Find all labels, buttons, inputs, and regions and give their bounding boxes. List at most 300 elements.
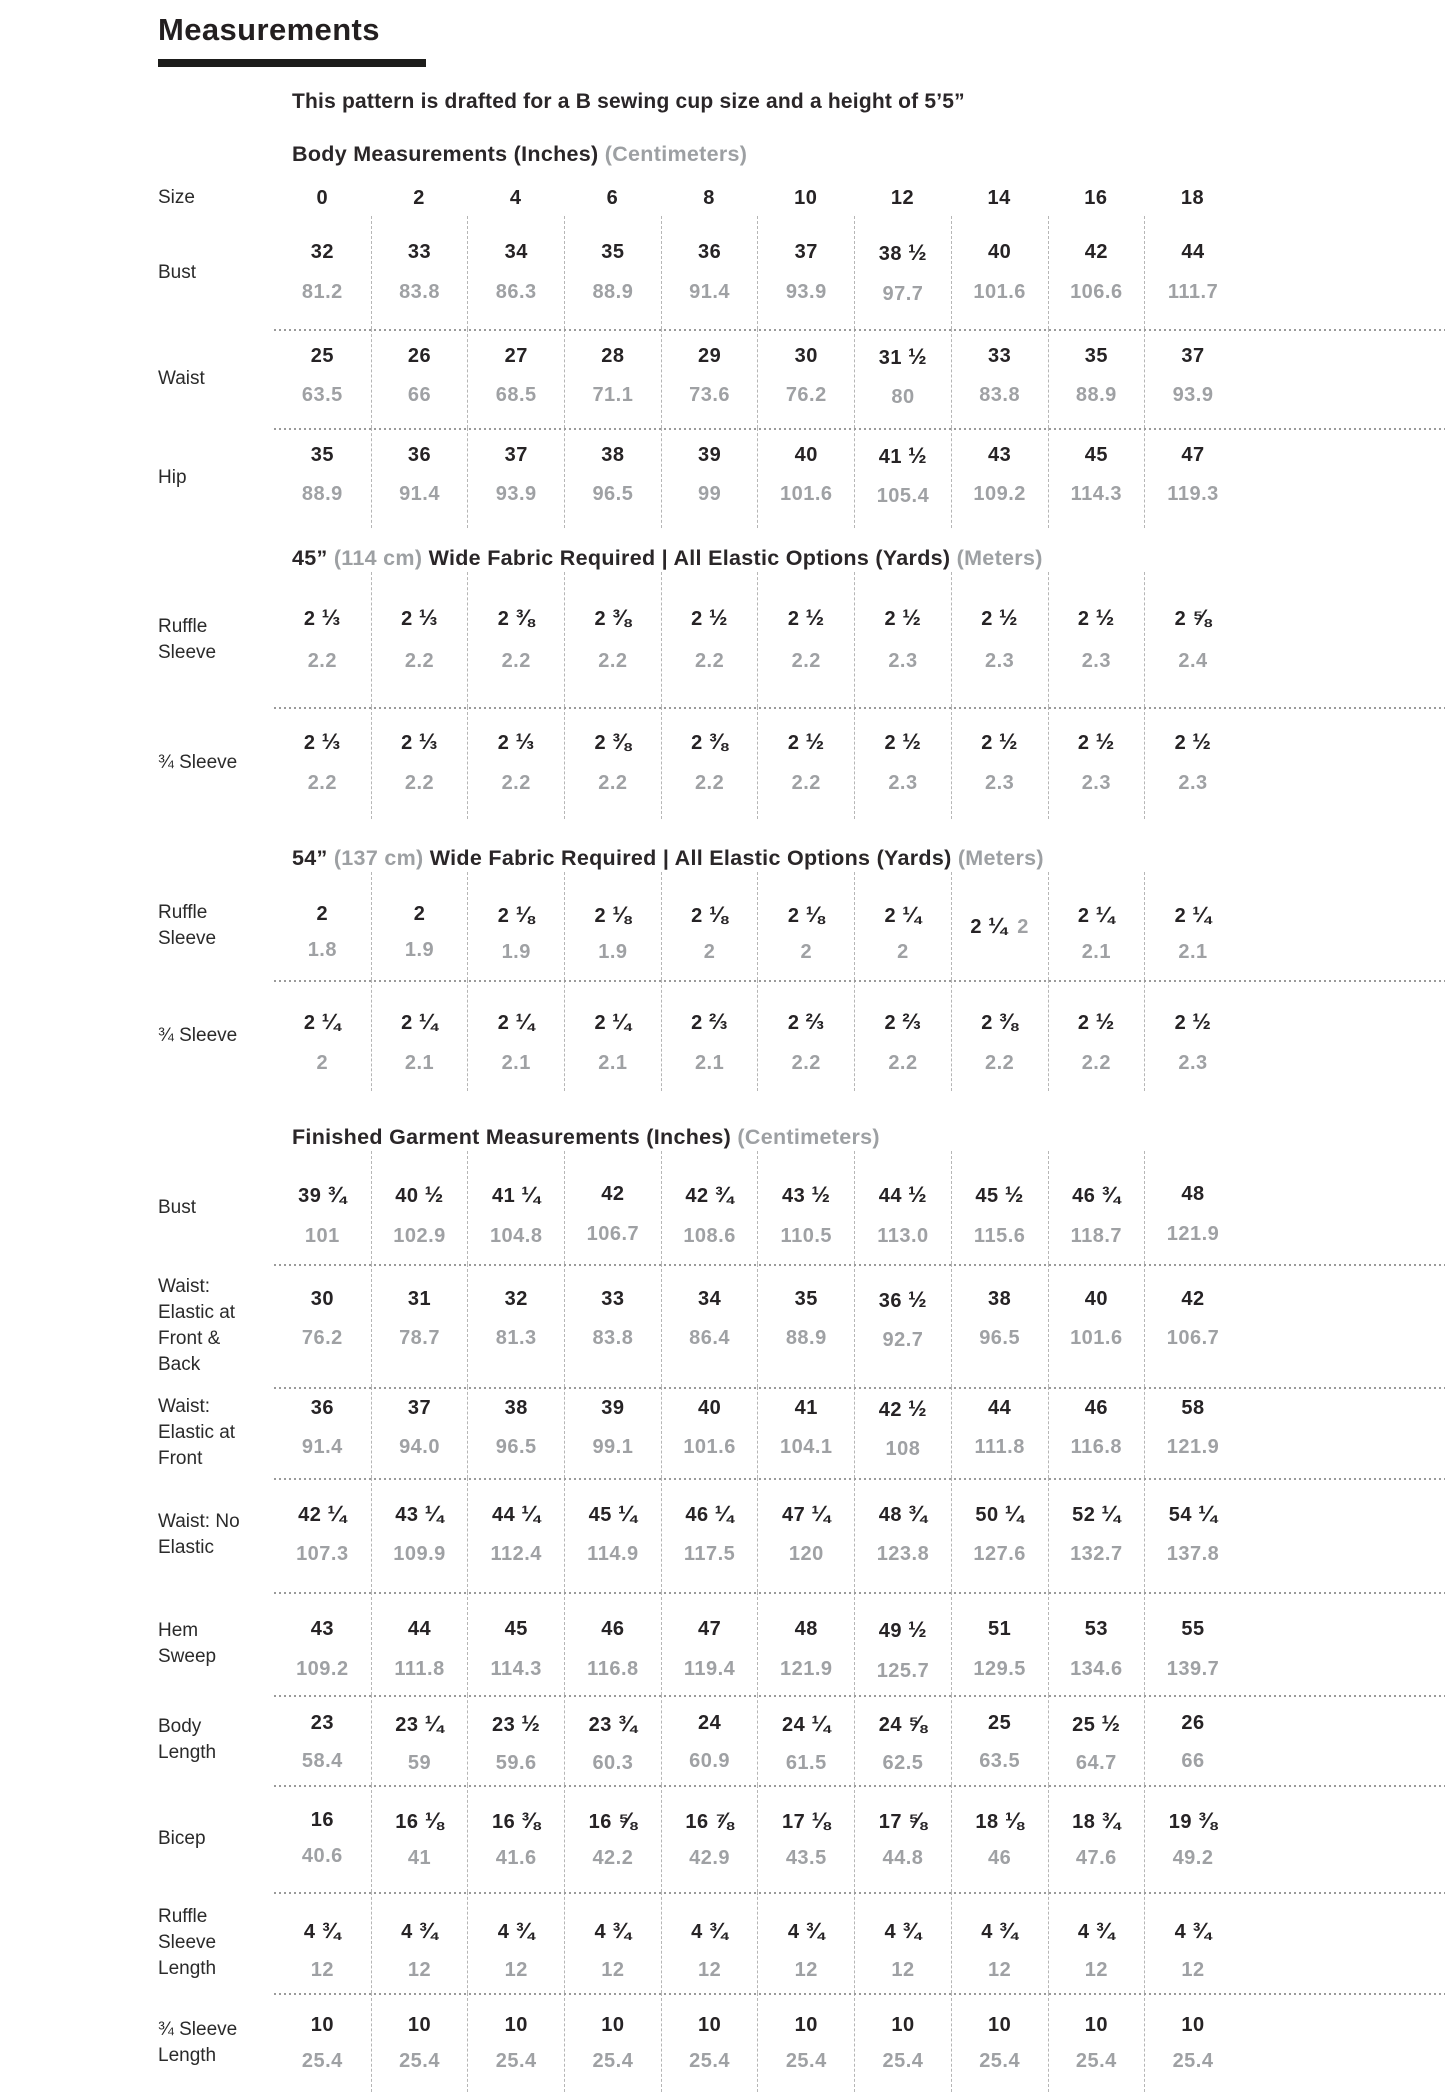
value-cell (951, 1478, 1048, 1592)
inches-value: 18 ¾ (1072, 1808, 1121, 1833)
cm-value: 86.4 (689, 1327, 731, 1349)
cm-value: 83.8 (979, 384, 1021, 406)
value-cell (467, 1387, 564, 1478)
cm-value: 1.9 (598, 941, 628, 963)
cm-value: 25.4 (1075, 2050, 1117, 2072)
value-cell (467, 428, 564, 528)
inches-value: 2 ⅜ (497, 605, 535, 630)
cm-value: 49.2 (1172, 1847, 1214, 1869)
value-cell (661, 572, 758, 707)
inches-value: 34 (504, 241, 528, 263)
inches-value: 2 ⅓ (401, 729, 438, 754)
value-cell (274, 872, 371, 980)
inches-value: 10 (310, 2014, 334, 2036)
inches-value: 2 ½ (981, 605, 1019, 630)
inches-value: 4 ¾ (497, 1918, 535, 1943)
heading-metric-part: (Meters) (956, 546, 1043, 570)
inches-value: 2 ⅝ (1174, 605, 1212, 630)
cm-value: 99 (697, 483, 722, 505)
inches-value: 32 (504, 1288, 528, 1310)
inches-value: 10 (891, 2014, 915, 2036)
value-cell (1048, 1785, 1145, 1892)
inches-value: 33 (601, 1288, 625, 1310)
inches-value: 4 ¾ (691, 1918, 729, 1943)
cm-value: 125.7 (876, 1660, 930, 1682)
inches-value: 38 (504, 1397, 528, 1419)
row-label-line: Ruffle (158, 902, 208, 923)
cm-value: 40.6 (301, 1845, 343, 1867)
cm-value: 2.2 (307, 772, 337, 794)
value-cell (274, 329, 371, 428)
inches-value: 23 ½ (491, 1711, 541, 1736)
value-cell (1144, 329, 1241, 428)
inches-value: 31 ½ (878, 344, 928, 369)
cm-value: 96.5 (979, 1327, 1021, 1349)
cm-value: 104.8 (489, 1225, 543, 1247)
cm-value: 121.9 (780, 1658, 833, 1680)
value-cell (467, 216, 564, 329)
inches-value: 36 ½ (878, 1287, 928, 1312)
inches-value: 30 (794, 345, 818, 367)
row-label-line: Bicep (158, 1827, 206, 1849)
cm-value: 109.2 (296, 1658, 349, 1680)
cm-value: 123.8 (876, 1543, 930, 1565)
cm-value: 76.2 (785, 384, 827, 406)
cm-value: 121.9 (1166, 1223, 1220, 1245)
row-label-line: Body (158, 1716, 202, 1737)
value-cell (274, 980, 371, 1091)
inches-value: 2 ⅔ (787, 1009, 825, 1034)
cm-value: 92.7 (882, 1329, 924, 1351)
inches-value: 2 ⅓ (303, 729, 341, 754)
inches-value: 23 ¾ (588, 1711, 638, 1736)
value-cell (757, 216, 854, 329)
cm-value: 96.5 (495, 1436, 537, 1458)
inches-value: 2 (413, 903, 426, 925)
cm-value: 47.6 (1075, 1847, 1117, 1869)
inches-value: 24 ⅝ (878, 1711, 928, 1736)
inches-value: 26 (407, 345, 432, 367)
cm-value: 81.2 (301, 281, 343, 303)
heading-part: Body Measurements (Inches) (292, 142, 605, 166)
row-label (158, 1993, 274, 2092)
inches-value: 30 (310, 1288, 334, 1310)
value-cell (951, 1264, 1048, 1387)
cm-value: 2.1 (404, 1052, 435, 1074)
measurement-tables (158, 140, 1445, 2092)
inches-value: 10 (697, 2014, 722, 2036)
row-label-line: Elastic at (158, 1301, 236, 1323)
cm-value: 2.2 (501, 772, 531, 794)
row-label-line: Sleeve (158, 928, 217, 949)
inches-value: 2 ½ (884, 605, 922, 630)
value-cell (371, 980, 468, 1091)
row-label (158, 872, 274, 980)
measure-row-hem-sweep (158, 1592, 1445, 1695)
value-cell (951, 572, 1048, 707)
cm-value: 102.9 (393, 1225, 446, 1247)
value-cell (1144, 1785, 1241, 1892)
value-cell (274, 1264, 371, 1387)
value-cell (951, 1592, 1048, 1695)
inches-value: 44 (988, 1397, 1012, 1419)
row-label-line: Sweep (158, 1645, 217, 1667)
value-cell (371, 428, 468, 528)
cm-value: 12 (601, 1959, 625, 1981)
row-label (158, 1695, 274, 1785)
cm-value: 112.4 (490, 1543, 542, 1565)
cm-value: 42.2 (592, 1847, 634, 1869)
inches-value: 4 ¾ (1077, 1918, 1115, 1943)
cm-value: 12 (504, 1959, 528, 1981)
inches-value: 46 ¼ (685, 1501, 734, 1526)
inches-value: 40 ½ (395, 1182, 444, 1207)
inches-value: 2 ⅜ (691, 729, 729, 754)
cm-value: 93.9 (1172, 384, 1214, 406)
inches-value: 2 ⅔ (691, 1009, 729, 1034)
inches-value: 4 ¾ (981, 1918, 1019, 1943)
row-label-line: Hem (158, 1619, 199, 1641)
value-cell (661, 1387, 758, 1478)
cm-value: 111.8 (974, 1436, 1025, 1458)
cm-value: 1.9 (404, 939, 435, 961)
measure-row-hip (158, 428, 1445, 528)
value-cell (854, 872, 951, 980)
row-label (158, 329, 274, 428)
inches-value: 4 ¾ (303, 1918, 341, 1943)
cm-value: 1.8 (307, 939, 337, 961)
row-label-line: Length (158, 1742, 217, 1763)
value-cell (854, 1892, 951, 1993)
size-column-header: 8 (703, 186, 715, 209)
value-cell (757, 707, 854, 819)
value-cell (467, 980, 564, 1091)
inches-value: 43 ½ (782, 1182, 831, 1207)
value-cell (661, 980, 758, 1091)
value-cell (1048, 872, 1145, 980)
cm-value: 60.9 (689, 1750, 731, 1772)
size-column-header: 18 (1180, 186, 1205, 209)
value-cell (564, 1478, 661, 1592)
value-cell (1144, 1695, 1241, 1785)
value-cell (951, 1785, 1048, 1892)
inches-value: 2 ¼ (884, 902, 922, 927)
value-cell (564, 1993, 661, 2092)
value-cell (274, 1785, 371, 1892)
inches-value: 26 (1181, 1712, 1205, 1734)
section-heading-body-measurements (292, 140, 1445, 168)
size-column-header: 4 (509, 186, 522, 209)
section-heading-finished-garment (292, 1123, 1445, 1151)
measure-row-waist-no-elastic (158, 1478, 1445, 1592)
value-cell (274, 1478, 371, 1592)
cm-value: 115.6 (973, 1225, 1026, 1247)
row-label-line: Length (158, 1957, 217, 1979)
inches-value: 2 ⅔ (884, 1009, 922, 1034)
cm-value: 2.2 (307, 650, 337, 672)
cm-value: 63.5 (301, 384, 343, 406)
heading-metric-part: (Centimeters) (604, 142, 748, 166)
cm-value: 88.9 (785, 1327, 827, 1349)
cm-value: 25.4 (399, 2050, 440, 2072)
inches-value: 2 ½ (1077, 605, 1115, 630)
value-cell (661, 1592, 758, 1695)
cm-value: 110.5 (780, 1225, 832, 1247)
value-cell (1144, 1387, 1241, 1478)
inches-value: 44 (1181, 241, 1205, 263)
value-cell (757, 1151, 854, 1264)
row-label (158, 216, 274, 329)
inches-value: 38 (601, 444, 625, 466)
inches-value: 44 (407, 1618, 432, 1640)
inches-value: 2 ¼ (1174, 902, 1212, 927)
value-cell (1048, 1387, 1145, 1478)
inches-value: 45 ¼ (588, 1501, 638, 1526)
value-cell (661, 428, 758, 528)
inches-value: 2 ⅜ (594, 729, 632, 754)
value-cell (371, 329, 468, 428)
size-column-header: 6 (606, 186, 619, 209)
cm-value: 12 (407, 1959, 432, 1981)
row-label-line: Waist: (158, 1395, 211, 1417)
value-cell (564, 1151, 661, 1264)
inches-value: 23 (310, 1712, 334, 1734)
value-cell (371, 872, 468, 980)
inches-value: 36 (310, 1397, 334, 1419)
inches-value: 25 (310, 345, 334, 367)
inches-value: 2 ¼ (1077, 902, 1115, 927)
page-title: Measurements (158, 12, 380, 47)
cm-value: 91.4 (689, 281, 731, 303)
value-cell (757, 1785, 854, 1892)
heading-part: Wide Fabric Required | All Elastic Options (Yards) (423, 846, 958, 870)
cm-value: 2 (800, 941, 813, 963)
measure-row-waist-elastic-front (158, 1387, 1445, 1478)
value-cell (1144, 1892, 1241, 1993)
value-cell (1144, 572, 1241, 707)
inches-value: 43 ¼ (395, 1501, 444, 1526)
value-cell (951, 1151, 1048, 1264)
cm-value: 120 (788, 1543, 824, 1565)
cm-value: 2.2 (598, 650, 628, 672)
cm-value: 83.8 (399, 281, 440, 303)
value-cell (564, 1785, 661, 1892)
value-cell (951, 216, 1048, 329)
cm-value: 101.6 (780, 483, 833, 505)
row-label-line: Elastic at (158, 1421, 236, 1443)
cm-value: 93.9 (495, 483, 537, 505)
cm-value: 113.0 (877, 1225, 929, 1247)
cm-value: 2 (703, 941, 716, 963)
size-column-header: 2 (413, 186, 425, 209)
inches-value: 37 (794, 241, 818, 263)
cm-value: 2.2 (404, 650, 435, 672)
size-column-header: 0 (316, 186, 329, 209)
heading-metric-part: (Meters) (957, 846, 1044, 870)
inches-value: 48 ¾ (878, 1501, 928, 1526)
inches-value: 43 (310, 1618, 334, 1640)
value-cell (371, 1387, 468, 1478)
cm-value: 137.8 (1166, 1543, 1220, 1565)
cm-value: 25.4 (785, 2050, 827, 2072)
inches-value: 42 (601, 1183, 625, 1205)
value-cell (661, 1151, 758, 1264)
value-cell (1048, 1478, 1145, 1592)
cm-value: 116.8 (587, 1658, 639, 1680)
inches-value: 2 ¼ (497, 1009, 535, 1034)
inches-value: 33 (407, 241, 432, 263)
value-cell (467, 1892, 564, 1993)
value-cell (1144, 980, 1241, 1091)
inches-value: 10 (1084, 2014, 1108, 2036)
row-label-line: ¾ Sleeve (158, 2018, 238, 2040)
value-cell (274, 428, 371, 528)
cm-value: 25.4 (301, 2050, 343, 2072)
inches-value: 10 (504, 2014, 528, 2036)
row-label (158, 428, 274, 528)
cm-value: 2.1 (501, 1052, 531, 1074)
value-cell (1144, 872, 1241, 980)
value-cell (854, 1785, 951, 1892)
inches-value: 37 (1181, 345, 1205, 367)
value-cell (564, 707, 661, 819)
value-cell (661, 216, 758, 329)
value-cell (1048, 216, 1145, 329)
row-label-line: Bust (158, 1196, 197, 1218)
cm-value: 80 (891, 386, 915, 408)
row-label-line: Elastic (158, 1537, 214, 1558)
value-cell (757, 1478, 854, 1592)
value-cell (1048, 1993, 1145, 2092)
value-cell (854, 707, 951, 819)
cm-value: 25.4 (882, 2050, 924, 2072)
inches-value: 2 (316, 903, 329, 925)
value-cell (661, 1993, 758, 2092)
inches-value: 39 (601, 1397, 625, 1419)
cm-value: 114.3 (490, 1658, 542, 1680)
heading-part: Finished Garment Measurements (Inches) (292, 1125, 738, 1149)
cm-value: 12 (988, 1959, 1012, 1981)
cm-value: 2.2 (888, 1052, 918, 1074)
inches-value: 49 ½ (878, 1617, 928, 1642)
cm-value: 129.5 (973, 1658, 1026, 1680)
cm-value: 59.6 (495, 1752, 537, 1774)
value-cell (467, 1592, 564, 1695)
cm-value: 2.3 (888, 772, 918, 794)
inches-value: 35 (310, 444, 334, 466)
inches-value: 36 (697, 241, 722, 263)
cm-value: 78.7 (399, 1327, 440, 1349)
measure-row-three-quarter-sleeve (158, 980, 1445, 1091)
cm-value: 109.9 (393, 1543, 446, 1565)
value-cell (564, 1387, 661, 1478)
value-cell (371, 1892, 468, 1993)
value-cell (564, 980, 661, 1091)
value-cell (1048, 980, 1145, 1091)
value-cell (371, 707, 468, 819)
inches-value: 28 (601, 345, 625, 367)
cm-value: 2.3 (888, 650, 918, 672)
cm-value: 63.5 (979, 1750, 1021, 1772)
cm-value: 134.6 (1070, 1658, 1123, 1680)
value-cell (564, 428, 661, 528)
cm-value: 71.1 (592, 384, 634, 406)
cm-value: 2.3 (1178, 772, 1208, 794)
value-cell (661, 1892, 758, 1993)
value-cell (564, 872, 661, 980)
size-column-header: 10 (794, 186, 818, 209)
value-cell (757, 572, 854, 707)
row-label-line: Waist (158, 367, 205, 389)
inches-value: 25 ½ (1072, 1711, 1121, 1736)
row-label (158, 980, 274, 1091)
cm-value: 64.7 (1075, 1752, 1117, 1774)
inches-value: 16 ⅞ (685, 1808, 734, 1833)
row-label-line: ¾ Sleeve (158, 1024, 238, 1046)
cm-value: 117.5 (683, 1543, 736, 1565)
inches-value: 42 ¾ (685, 1182, 734, 1207)
cm-value: 41 (407, 1847, 432, 1869)
value-cell (467, 707, 564, 819)
value-cell (467, 1151, 564, 1264)
value-cell (467, 872, 564, 980)
cm-value: 94.0 (399, 1436, 440, 1458)
inches-value: 2 ⅜ (594, 605, 632, 630)
cm-value: 101 (304, 1225, 340, 1247)
cm-value: 12 (697, 1959, 722, 1981)
measure-row-bust (158, 216, 1445, 329)
value-cell (467, 1695, 564, 1785)
inches-value: 2 ½ (691, 605, 729, 630)
inches-value: 2 ⅛ (787, 902, 825, 927)
row-label-line: Sleeve (158, 1931, 217, 1953)
heading-metric-part: (Centimeters) (737, 1125, 880, 1149)
intro-note: This pattern is drafted for a B sewing cup size and a height of 5’5” (292, 90, 965, 113)
cm-value: 108 (885, 1438, 921, 1460)
inches-value: 2 ¼ (594, 1009, 632, 1034)
size-column-header: 14 (987, 186, 1011, 209)
inches-value: 23 ¼ (395, 1711, 444, 1736)
inches-value: 53 (1084, 1618, 1108, 1640)
measure-row-waist-elastic-front-back (158, 1264, 1445, 1387)
value-cell (1048, 329, 1145, 428)
cm-value: 62.5 (882, 1752, 924, 1774)
cm-value: 73.6 (689, 384, 731, 406)
inches-value: 4 ¾ (1174, 1918, 1212, 1943)
inches-value: 2 ⅛ (691, 902, 729, 927)
inches-value: 44 ½ (878, 1182, 928, 1207)
value-cell (371, 1478, 468, 1592)
size-header-row (158, 180, 1445, 216)
value-cell (564, 329, 661, 428)
inches-value: 42 (1084, 241, 1108, 263)
value-cell (371, 216, 468, 329)
inches-value: 35 (1084, 345, 1108, 367)
heading-metric-part: (137 cm) (333, 846, 424, 870)
row-label (158, 572, 274, 707)
cm-value: 2 (1017, 915, 1029, 938)
value-cell (951, 707, 1048, 819)
cm-value: 111.8 (394, 1658, 445, 1680)
cm-value: 101.6 (973, 281, 1026, 303)
inches-value: 37 (504, 444, 528, 466)
cm-value: 43.5 (785, 1847, 827, 1869)
row-label (158, 1892, 274, 1993)
value-cell (1144, 1592, 1241, 1695)
value-cell (757, 872, 854, 980)
value-cell (564, 216, 661, 329)
value-cell (274, 1695, 371, 1785)
